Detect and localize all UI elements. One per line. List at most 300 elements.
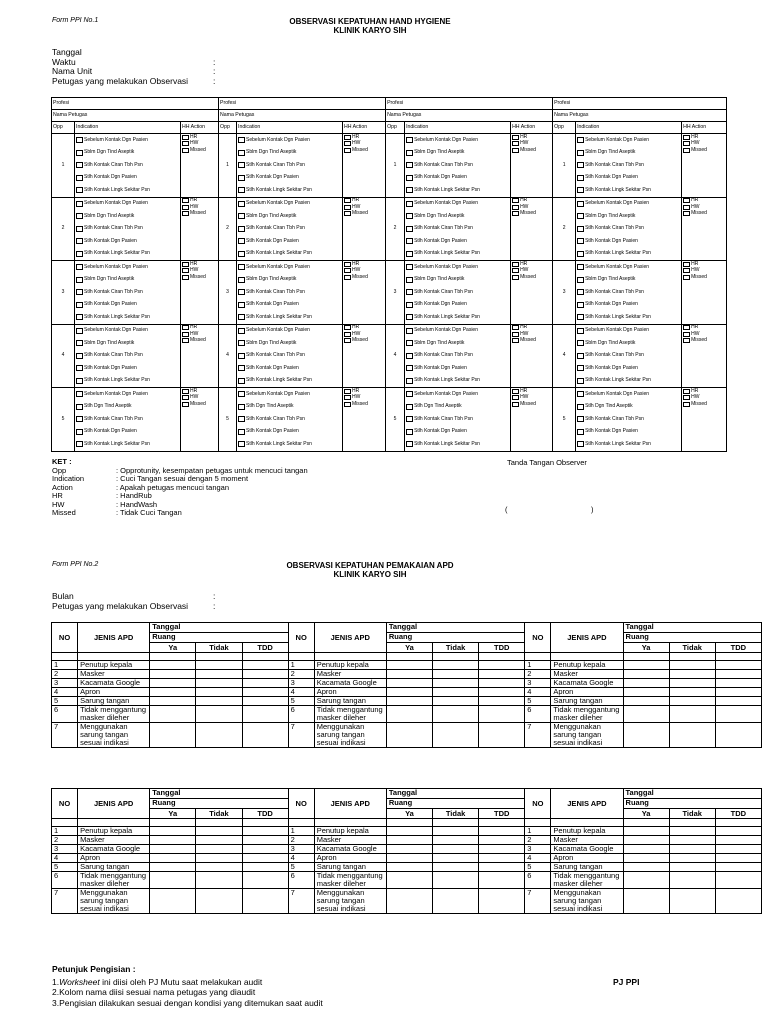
ya-cell[interactable]	[150, 872, 196, 889]
hh-checkbox[interactable]	[344, 135, 351, 140]
hh-checkbox[interactable]	[512, 389, 519, 394]
tidak-cell[interactable]	[669, 679, 715, 688]
indication-checkbox[interactable]	[406, 314, 413, 320]
tdd-cell[interactable]	[479, 706, 525, 723]
ya-cell[interactable]	[386, 670, 432, 679]
hh-checkbox[interactable]	[344, 211, 351, 216]
ya-cell[interactable]	[150, 836, 196, 845]
ya-cell[interactable]	[150, 827, 196, 836]
hh-checkbox[interactable]	[512, 198, 519, 203]
indication-checkbox[interactable]	[76, 264, 83, 270]
indication-checkbox[interactable]	[238, 201, 245, 207]
indication-checkbox[interactable]	[76, 187, 83, 193]
tdd-cell[interactable]	[242, 670, 288, 679]
indication-checkbox[interactable]	[406, 391, 413, 397]
indication-checkbox[interactable]	[577, 365, 584, 371]
hh-option	[512, 211, 551, 218]
indication-checkbox[interactable]	[238, 213, 245, 219]
indication-checkbox[interactable]	[76, 365, 83, 371]
hh-checkbox[interactable]	[182, 268, 189, 273]
tidak-cell[interactable]	[669, 723, 715, 748]
indication-checkbox[interactable]	[238, 150, 245, 156]
tidak-cell[interactable]	[669, 889, 715, 914]
ya-cell[interactable]	[623, 688, 669, 697]
indication-checkbox[interactable]	[406, 201, 413, 207]
ya-cell[interactable]	[623, 845, 669, 854]
indication-checkbox[interactable]	[577, 391, 584, 397]
indication-checkbox[interactable]	[577, 264, 584, 270]
indication-checkbox[interactable]	[76, 277, 83, 283]
ya-cell[interactable]	[623, 661, 669, 670]
tdd-cell[interactable]	[479, 872, 525, 889]
tidak-cell[interactable]	[196, 723, 242, 748]
indication-checkbox[interactable]	[577, 238, 584, 244]
indication-checkbox[interactable]	[406, 429, 413, 435]
tdd-cell[interactable]	[242, 854, 288, 863]
indication-checkbox[interactable]	[238, 238, 245, 244]
indication-checkbox[interactable]	[577, 328, 584, 334]
indication-checkbox[interactable]	[238, 353, 245, 359]
field-colon: :	[213, 591, 216, 601]
tdd-cell[interactable]	[242, 863, 288, 872]
hh-checkbox[interactable]	[512, 141, 519, 146]
tidak-cell[interactable]	[433, 670, 479, 679]
hh-checkbox[interactable]	[512, 395, 519, 400]
indication-checkbox[interactable]	[577, 404, 584, 410]
tidak-cell[interactable]	[196, 889, 242, 914]
indication-checkbox[interactable]	[577, 162, 584, 168]
hh-checkbox[interactable]	[182, 332, 189, 337]
hh-checkbox[interactable]	[512, 402, 519, 407]
indication-checkbox[interactable]	[406, 137, 413, 143]
ya-cell[interactable]	[386, 661, 432, 670]
hh-checkbox[interactable]	[512, 135, 519, 140]
indication-item	[76, 210, 179, 223]
tidak-cell[interactable]	[433, 889, 479, 914]
indication-checkbox[interactable]	[406, 302, 413, 308]
indication-checkbox[interactable]	[577, 150, 584, 156]
indication-checkbox[interactable]	[238, 391, 245, 397]
indication-checkbox[interactable]	[577, 378, 584, 384]
tidak-cell[interactable]	[196, 661, 242, 670]
hh-checkbox[interactable]	[512, 148, 519, 153]
indication-checkbox[interactable]	[406, 238, 413, 244]
tdd-cell[interactable]	[242, 688, 288, 697]
tdd-cell[interactable]	[715, 697, 761, 706]
hh-option-label: HR	[190, 197, 198, 204]
ya-cell[interactable]	[150, 706, 196, 723]
indication-checkbox[interactable]	[406, 340, 413, 346]
tidak-cell[interactable]	[433, 723, 479, 748]
indication-checkbox[interactable]	[406, 416, 413, 422]
hh-checkbox[interactable]	[344, 198, 351, 203]
hh-checkbox[interactable]	[512, 268, 519, 273]
indication-checkbox[interactable]	[76, 404, 83, 410]
indication-checkbox[interactable]	[406, 277, 413, 283]
indication-checkbox[interactable]	[76, 353, 83, 359]
indication-checkbox[interactable]	[406, 353, 413, 359]
ya-cell[interactable]	[623, 679, 669, 688]
hh-checkbox[interactable]	[683, 338, 690, 343]
hh-checkbox[interactable]	[344, 338, 351, 343]
tdd-cell[interactable]	[715, 889, 761, 914]
tdd-cell[interactable]	[479, 845, 525, 854]
indication-checkbox[interactable]	[406, 328, 413, 334]
tdd-cell[interactable]	[242, 836, 288, 845]
tdd-cell[interactable]	[242, 723, 288, 748]
indication-checkbox[interactable]	[577, 251, 584, 257]
indication-checkbox[interactable]	[406, 251, 413, 257]
tidak-cell[interactable]	[196, 679, 242, 688]
ya-cell[interactable]	[623, 889, 669, 914]
tidak-cell[interactable]	[196, 697, 242, 706]
indication-checkbox[interactable]	[76, 150, 83, 156]
tidak-cell[interactable]	[433, 661, 479, 670]
tidak-cell[interactable]	[433, 836, 479, 845]
indication-checkbox[interactable]	[238, 416, 245, 422]
ya-cell[interactable]	[386, 706, 432, 723]
tdd-cell[interactable]	[715, 679, 761, 688]
hh-option	[182, 147, 217, 154]
indication-checkbox[interactable]	[577, 416, 584, 422]
tidak-cell[interactable]	[433, 854, 479, 863]
ya-cell[interactable]	[150, 661, 196, 670]
indication-checkbox[interactable]	[577, 213, 584, 219]
ya-cell[interactable]	[386, 827, 432, 836]
hh-checkbox[interactable]	[182, 402, 189, 407]
indication-checkbox[interactable]	[238, 429, 245, 435]
tidak-cell[interactable]	[669, 661, 715, 670]
tdd-cell[interactable]	[479, 670, 525, 679]
tdd-cell[interactable]	[715, 688, 761, 697]
hh-checkbox[interactable]	[182, 148, 189, 153]
ya-cell[interactable]	[150, 688, 196, 697]
ya-cell[interactable]	[150, 697, 196, 706]
indication-checkbox[interactable]	[76, 162, 83, 168]
ya-cell[interactable]	[623, 836, 669, 845]
hh-checkbox[interactable]	[182, 325, 189, 330]
tidak-cell[interactable]	[433, 697, 479, 706]
tdd-cell[interactable]	[242, 845, 288, 854]
indication-checkbox[interactable]	[406, 289, 413, 295]
tidak-cell[interactable]	[669, 854, 715, 863]
hh-checkbox[interactable]	[344, 262, 351, 267]
indication-checkbox[interactable]	[577, 340, 584, 346]
indication-checkbox[interactable]	[76, 201, 83, 207]
apd-no: 3	[288, 679, 314, 688]
tdd-header: TDD	[479, 643, 525, 653]
tidak-cell[interactable]	[433, 706, 479, 723]
ya-cell[interactable]	[386, 697, 432, 706]
ya-cell[interactable]	[150, 679, 196, 688]
tidak-cell[interactable]	[669, 827, 715, 836]
hh-checkbox[interactable]	[182, 338, 189, 343]
hh-checkbox[interactable]	[182, 135, 189, 140]
tdd-cell[interactable]	[479, 661, 525, 670]
hh-checkbox[interactable]	[182, 389, 189, 394]
tidak-cell[interactable]	[196, 706, 242, 723]
hh-checkbox[interactable]	[182, 262, 189, 267]
hh-checkbox[interactable]	[344, 332, 351, 337]
tdd-cell[interactable]	[479, 827, 525, 836]
indication-checkbox[interactable]	[406, 213, 413, 219]
indication-label: Sebelum Kontak Dgn Pasien	[84, 200, 148, 207]
indication-checkbox[interactable]	[238, 365, 245, 371]
tidak-cell[interactable]	[196, 845, 242, 854]
tdd-cell[interactable]	[242, 697, 288, 706]
indication-cell	[237, 388, 343, 452]
hh-checkbox[interactable]	[344, 402, 351, 407]
hh-checkbox[interactable]	[512, 262, 519, 267]
ya-cell[interactable]	[623, 670, 669, 679]
hh-checkbox[interactable]	[683, 135, 690, 140]
tidak-cell[interactable]	[196, 872, 242, 889]
tdd-cell[interactable]	[715, 706, 761, 723]
hh-checkbox[interactable]	[344, 275, 351, 280]
hh-checkbox[interactable]	[683, 148, 690, 153]
indication-checkbox[interactable]	[577, 441, 584, 447]
hh-checkbox[interactable]	[683, 198, 690, 203]
hh-checkbox[interactable]	[683, 389, 690, 394]
ya-cell[interactable]	[386, 854, 432, 863]
hh-option	[683, 147, 725, 154]
hh-checkbox[interactable]	[683, 395, 690, 400]
hh-checkbox[interactable]	[182, 198, 189, 203]
tidak-cell[interactable]	[433, 679, 479, 688]
tdd-cell[interactable]	[715, 670, 761, 679]
indication-checkbox[interactable]	[238, 187, 245, 193]
tidak-cell[interactable]	[196, 827, 242, 836]
tidak-cell[interactable]	[433, 845, 479, 854]
indication-checkbox[interactable]	[76, 441, 83, 447]
ya-cell[interactable]	[386, 845, 432, 854]
tidak-cell[interactable]	[196, 854, 242, 863]
indication-checkbox[interactable]	[577, 187, 584, 193]
tidak-cell[interactable]	[669, 670, 715, 679]
indication-checkbox[interactable]	[238, 277, 245, 283]
indication-checkbox[interactable]	[238, 314, 245, 320]
ya-cell[interactable]	[623, 827, 669, 836]
hh-checkbox[interactable]	[344, 205, 351, 210]
hh-checkbox[interactable]	[683, 262, 690, 267]
hh-checkbox[interactable]	[683, 402, 690, 407]
tdd-cell[interactable]	[715, 827, 761, 836]
indication-checkbox[interactable]	[406, 162, 413, 168]
tdd-cell[interactable]	[242, 706, 288, 723]
hh-checkbox[interactable]	[683, 275, 690, 280]
indication-checkbox[interactable]	[76, 137, 83, 143]
indication-checkbox[interactable]	[238, 162, 245, 168]
indication-checkbox[interactable]	[577, 429, 584, 435]
ya-cell[interactable]	[623, 863, 669, 872]
indication-checkbox[interactable]	[238, 404, 245, 410]
indication-checkbox[interactable]	[238, 340, 245, 346]
ya-cell[interactable]	[150, 723, 196, 748]
tdd-cell[interactable]	[242, 661, 288, 670]
table-row	[52, 854, 762, 863]
indication-checkbox[interactable]	[238, 226, 245, 232]
indication-checkbox[interactable]	[76, 340, 83, 346]
hh-checkbox[interactable]	[344, 148, 351, 153]
indication-cell	[405, 324, 511, 388]
indication-checkbox[interactable]	[238, 328, 245, 334]
indication-checkbox[interactable]	[76, 391, 83, 397]
ya-cell[interactable]	[386, 723, 432, 748]
ya-cell[interactable]	[386, 836, 432, 845]
tdd-cell[interactable]	[479, 688, 525, 697]
hh-checkbox[interactable]	[344, 395, 351, 400]
tdd-cell[interactable]	[715, 836, 761, 845]
hh-checkbox[interactable]	[683, 211, 690, 216]
hh-checkbox[interactable]	[683, 268, 690, 273]
indication-checkbox[interactable]	[577, 201, 584, 207]
ya-cell[interactable]	[386, 889, 432, 914]
indication-checkbox[interactable]	[577, 137, 584, 143]
hh-checkbox[interactable]	[344, 325, 351, 330]
hh-checkbox[interactable]	[182, 211, 189, 216]
tdd-cell[interactable]	[479, 679, 525, 688]
tdd-cell[interactable]	[242, 872, 288, 889]
tdd-cell[interactable]	[715, 723, 761, 748]
indication-checkbox[interactable]	[577, 175, 584, 181]
tdd-cell[interactable]	[479, 889, 525, 914]
tidak-cell[interactable]	[669, 845, 715, 854]
indication-checkbox[interactable]	[76, 238, 83, 244]
tdd-cell[interactable]	[715, 863, 761, 872]
tidak-cell[interactable]	[433, 827, 479, 836]
indication-checkbox[interactable]	[406, 264, 413, 270]
signature-paren-close: )	[591, 505, 594, 514]
tdd-cell[interactable]	[479, 863, 525, 872]
hh-checkbox[interactable]	[182, 141, 189, 146]
tidak-cell[interactable]	[196, 863, 242, 872]
ya-cell[interactable]	[386, 863, 432, 872]
tidak-cell[interactable]	[669, 872, 715, 889]
indication-checkbox[interactable]	[76, 378, 83, 384]
tidak-cell[interactable]	[433, 863, 479, 872]
indication-checkbox[interactable]	[577, 302, 584, 308]
hh-checkbox[interactable]	[683, 332, 690, 337]
indication-checkbox[interactable]	[238, 264, 245, 270]
hh-checkbox[interactable]	[683, 141, 690, 146]
ya-cell[interactable]	[150, 863, 196, 872]
tdd-cell[interactable]	[715, 661, 761, 670]
tdd-cell[interactable]	[715, 854, 761, 863]
indication-checkbox[interactable]	[76, 213, 83, 219]
tidak-cell[interactable]	[669, 688, 715, 697]
hh-checkbox[interactable]	[512, 325, 519, 330]
tdd-cell[interactable]	[479, 697, 525, 706]
indication-checkbox[interactable]	[76, 251, 83, 257]
ya-cell[interactable]	[150, 670, 196, 679]
indication-checkbox[interactable]	[238, 302, 245, 308]
tdd-cell[interactable]	[242, 889, 288, 914]
col-opp-header: Opp	[553, 122, 576, 134]
tidak-cell[interactable]	[433, 872, 479, 889]
tdd-cell[interactable]	[715, 872, 761, 889]
ya-cell[interactable]	[623, 723, 669, 748]
tdd-cell[interactable]	[715, 845, 761, 854]
hh-checkbox[interactable]	[512, 211, 519, 216]
hh-checkbox[interactable]	[683, 325, 690, 330]
indication-checkbox[interactable]	[406, 175, 413, 181]
ya-cell[interactable]	[386, 679, 432, 688]
indication-checkbox[interactable]	[76, 226, 83, 232]
tidak-cell[interactable]	[433, 688, 479, 697]
indication-checkbox[interactable]	[406, 150, 413, 156]
hh-checkbox[interactable]	[512, 338, 519, 343]
tdd-cell[interactable]	[242, 679, 288, 688]
ya-cell[interactable]	[150, 854, 196, 863]
hh-checkbox[interactable]	[512, 332, 519, 337]
hh-checkbox[interactable]	[344, 141, 351, 146]
ya-cell[interactable]	[150, 889, 196, 914]
indication-checkbox[interactable]	[238, 441, 245, 447]
indication-checkbox[interactable]	[238, 137, 245, 143]
indication-checkbox[interactable]	[577, 277, 584, 283]
indication-checkbox[interactable]	[238, 251, 245, 257]
indication-checkbox[interactable]	[76, 289, 83, 295]
tdd-cell[interactable]	[242, 827, 288, 836]
indication-checkbox[interactable]	[76, 429, 83, 435]
tidak-cell[interactable]	[669, 706, 715, 723]
indication-checkbox[interactable]	[406, 187, 413, 193]
indication-checkbox[interactable]	[577, 289, 584, 295]
ya-cell[interactable]	[386, 872, 432, 889]
ya-cell[interactable]	[386, 688, 432, 697]
hh-checkbox[interactable]	[512, 205, 519, 210]
indication-checkbox[interactable]	[76, 328, 83, 334]
ya-cell[interactable]	[623, 697, 669, 706]
tdd-cell[interactable]	[479, 723, 525, 748]
hh-checkbox[interactable]	[512, 275, 519, 280]
hh-checkbox[interactable]	[182, 395, 189, 400]
ya-cell[interactable]	[623, 854, 669, 863]
tidak-cell[interactable]	[196, 688, 242, 697]
indication-checkbox[interactable]	[577, 314, 584, 320]
indication-checkbox[interactable]	[577, 226, 584, 232]
tidak-cell[interactable]	[196, 670, 242, 679]
indication-checkbox[interactable]	[76, 314, 83, 320]
ya-cell[interactable]	[623, 872, 669, 889]
tidak-cell[interactable]	[196, 836, 242, 845]
indication-checkbox[interactable]	[406, 226, 413, 232]
tidak-cell[interactable]	[669, 863, 715, 872]
indication-checkbox[interactable]	[238, 378, 245, 384]
hh-checkbox[interactable]	[182, 275, 189, 280]
hh-checkbox[interactable]	[344, 389, 351, 394]
tdd-cell[interactable]	[479, 836, 525, 845]
indication-checkbox[interactable]	[76, 416, 83, 422]
indication-checkbox[interactable]	[577, 353, 584, 359]
tidak-cell[interactable]	[669, 836, 715, 845]
indication-checkbox[interactable]	[76, 175, 83, 181]
ya-cell[interactable]	[150, 845, 196, 854]
indication-checkbox[interactable]	[76, 302, 83, 308]
tidak-cell[interactable]	[669, 697, 715, 706]
indication-checkbox[interactable]	[406, 441, 413, 447]
hh-checkbox[interactable]	[683, 205, 690, 210]
indication-checkbox[interactable]	[406, 365, 413, 371]
tdd-cell[interactable]	[479, 854, 525, 863]
hh-checkbox[interactable]	[344, 268, 351, 273]
indication-checkbox[interactable]	[406, 404, 413, 410]
hh-checkbox[interactable]	[182, 205, 189, 210]
indication-checkbox[interactable]	[238, 175, 245, 181]
ya-cell[interactable]	[623, 706, 669, 723]
indication-checkbox[interactable]	[238, 289, 245, 295]
indication-checkbox[interactable]	[406, 378, 413, 384]
